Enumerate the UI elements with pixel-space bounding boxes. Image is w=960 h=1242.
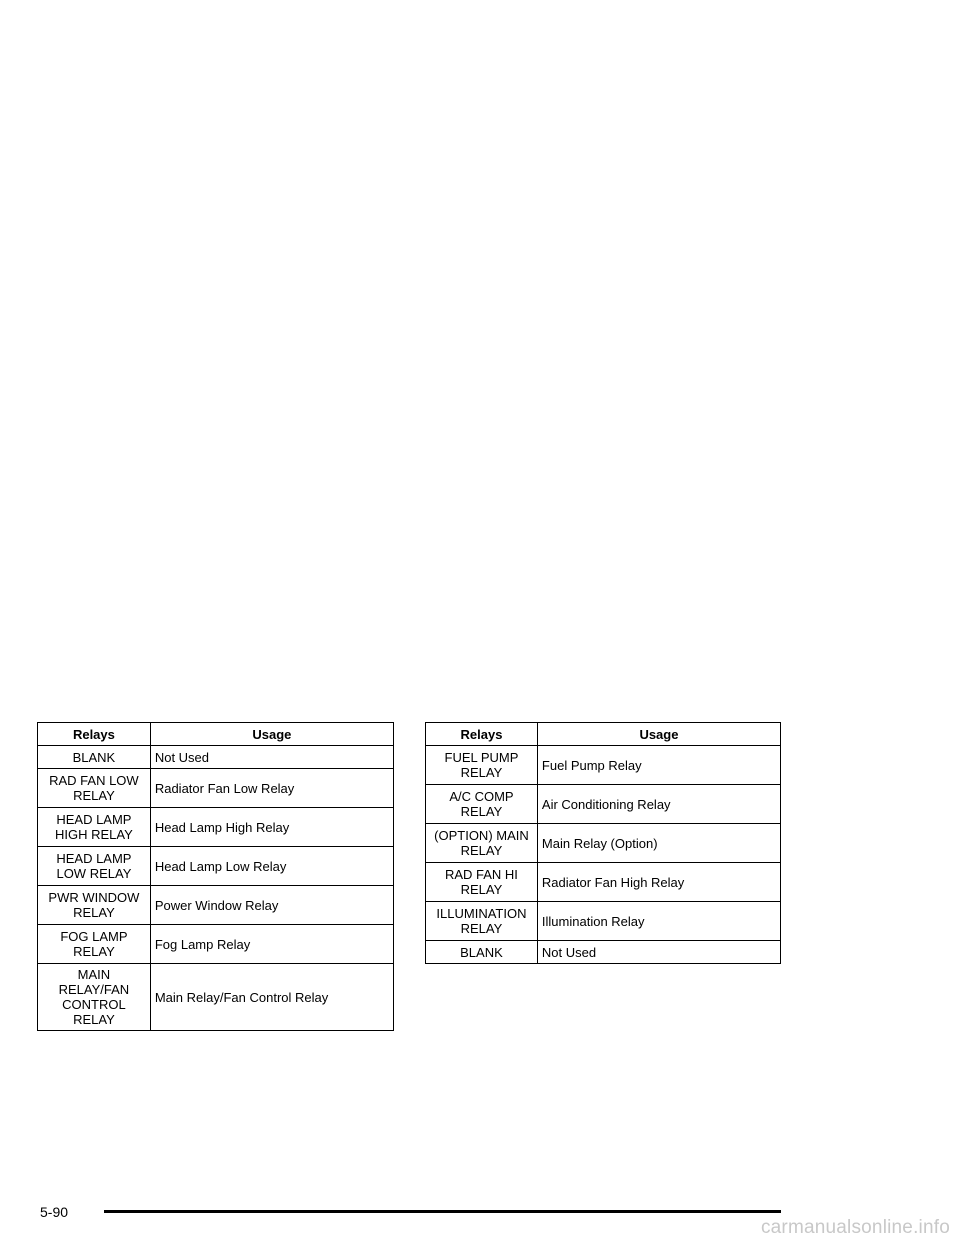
table-row (38, 964, 394, 1031)
table-row (38, 925, 394, 964)
relay-cell: MAIN RELAY/FAN CONTROL RELAY (38, 964, 151, 1031)
usage-cell: Not Used (537, 941, 780, 964)
table-header-row (38, 723, 394, 746)
table-row (38, 746, 394, 769)
table-row (426, 785, 781, 824)
usage-cell: Illumination Relay (537, 902, 780, 941)
relay-table-left (37, 722, 394, 1031)
column-header-relays: Relays (426, 723, 538, 746)
relay-cell: A/C COMP RELAY (426, 785, 538, 824)
usage-cell: Radiator Fan High Relay (537, 863, 780, 902)
usage-cell: Power Window Relay (150, 886, 393, 925)
table-header-row (426, 723, 781, 746)
table-row (426, 746, 781, 785)
watermark: carmanualsonline.info (760, 1217, 950, 1238)
usage-cell: Radiator Fan Low Relay (150, 769, 393, 808)
usage-cell: Fuel Pump Relay (537, 746, 780, 785)
relay-cell: PWR WINDOW RELAY (38, 886, 151, 925)
relay-table-right (425, 722, 781, 964)
table-row (38, 808, 394, 847)
relay-cell: BLANK (426, 941, 538, 964)
relay-cell: RAD FAN HI RELAY (426, 863, 538, 902)
table-row (38, 847, 394, 886)
table-row (38, 769, 394, 808)
usage-cell: Not Used (150, 746, 393, 769)
relay-cell: ILLUMINATION RELAY (426, 902, 538, 941)
usage-cell: Main Relay/Fan Control Relay (150, 964, 393, 1031)
relay-cell: RAD FAN LOW RELAY (38, 769, 151, 808)
page-number: 5-90 (40, 1204, 69, 1220)
table-row (426, 824, 781, 863)
usage-cell: Main Relay (Option) (537, 824, 780, 863)
table-row (38, 886, 394, 925)
usage-cell: Head Lamp Low Relay (150, 847, 393, 886)
table-row (426, 941, 781, 964)
footer-rule (104, 1210, 781, 1213)
usage-cell: Air Conditioning Relay (537, 785, 780, 824)
usage-cell: Fog Lamp Relay (150, 925, 393, 964)
column-header-usage: Usage (150, 723, 393, 746)
relay-cell: (OPTION) MAIN RELAY (426, 824, 538, 863)
table-row (426, 902, 781, 941)
table-row (426, 863, 781, 902)
column-header-usage: Usage (537, 723, 780, 746)
usage-cell: Head Lamp High Relay (150, 808, 393, 847)
relay-cell: HEAD LAMP HIGH RELAY (38, 808, 151, 847)
relay-cell: FUEL PUMP RELAY (426, 746, 538, 785)
relay-cell: HEAD LAMP LOW RELAY (38, 847, 151, 886)
relay-cell: BLANK (38, 746, 151, 769)
column-header-relays: Relays (38, 723, 151, 746)
relay-cell: FOG LAMP RELAY (38, 925, 151, 964)
